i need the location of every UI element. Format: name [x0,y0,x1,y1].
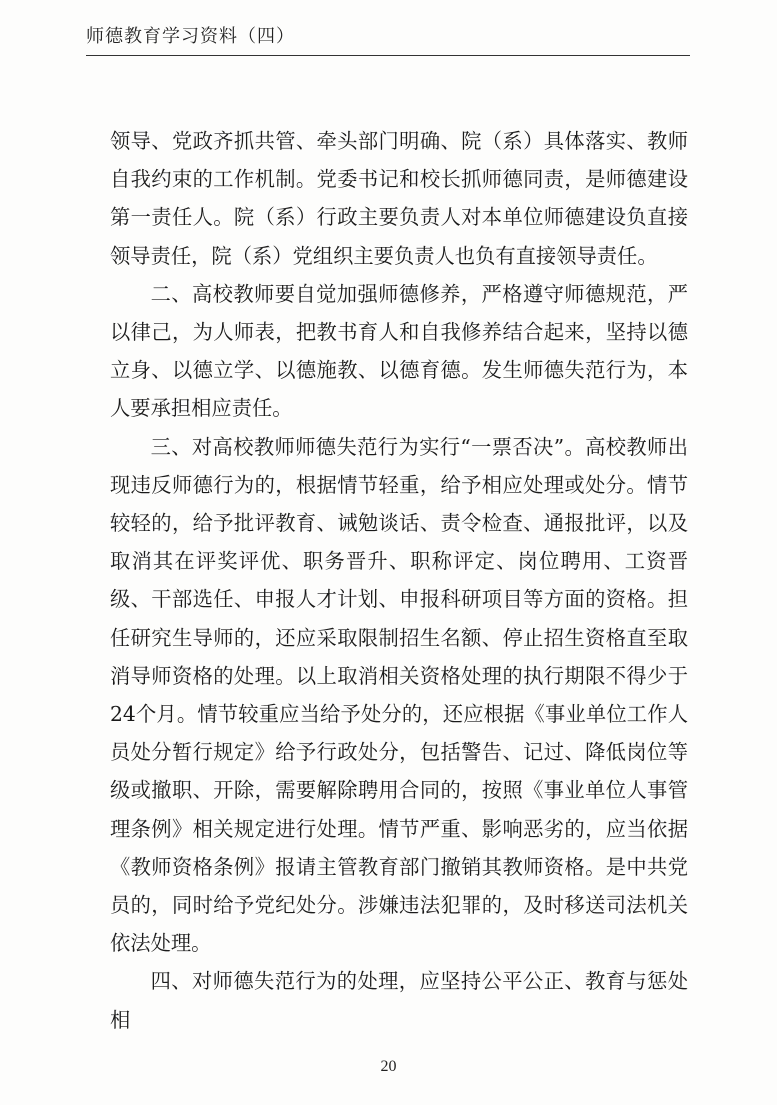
running-header: 师德教育学习资料（四） [86,26,295,47]
paragraph-1: 领导、党政齐抓共管、牵头部门明确、院（系）具体落实、教师自我约束的工作机制。党委书记和校长抓师德同责，是师德建设第一责任人。院（系）行政主要负责人对本单位师德建设负直接领导责任，院（系）党组织主要负责人也负有直接领导责任。 [110,129,688,268]
page-number: 20 [380,1058,397,1075]
header-rule [86,55,690,56]
paragraph-4: 四、对师德失范行为的处理，应坚持公平公正、教育与惩处相 [110,969,688,1032]
paragraph-2: 二、高校教师要自觉加强师德修养，严格遵守师德规范，严以律己，为人师表，把教书育人和自我修养结合起来，坚持以德立身、以德立学、以德施教、以德育德。发生师德失范行为，本人要承担相应责任。 [110,281,688,421]
body-text [110,122,688,1039]
paragraph-3: 三、对高校教师师德失范行为实行“一票否决”。高校教师出现违反师德行为的，根据情节轻重，给予相应处理或处分。情节较轻的，给予批评教育、诫勉谈话、责令检查、通报批评，以及取消其在评奖评优、职务晋升、职称评定、岗位聘用、工资晋级、干部选任、申报人才计划、申报科研项目等方面的资格。担任研究生导师的，还应采取限制招生名额、停止招生资格直至取消导师资格的处理。以上取消相关资格处理的执行期限不得少于24个月。情节较重应当给予处分的，还应根据《事业单位工作人员处分暂行规定》给予行政处分，包括警告、记过、降低岗位等级或撤职、开除，需要解除聘用合同的，按照《事业单位人事管理条例》相关规定进行处理。情节严重、影响恶劣的，应当依据《教师资格条例》报请主管教育部门撤销其教师资格。是中共党员的，同时给予党纪处分。涉嫌违法犯罪的，及时移送司法机关依法处理。 [110,434,688,956]
